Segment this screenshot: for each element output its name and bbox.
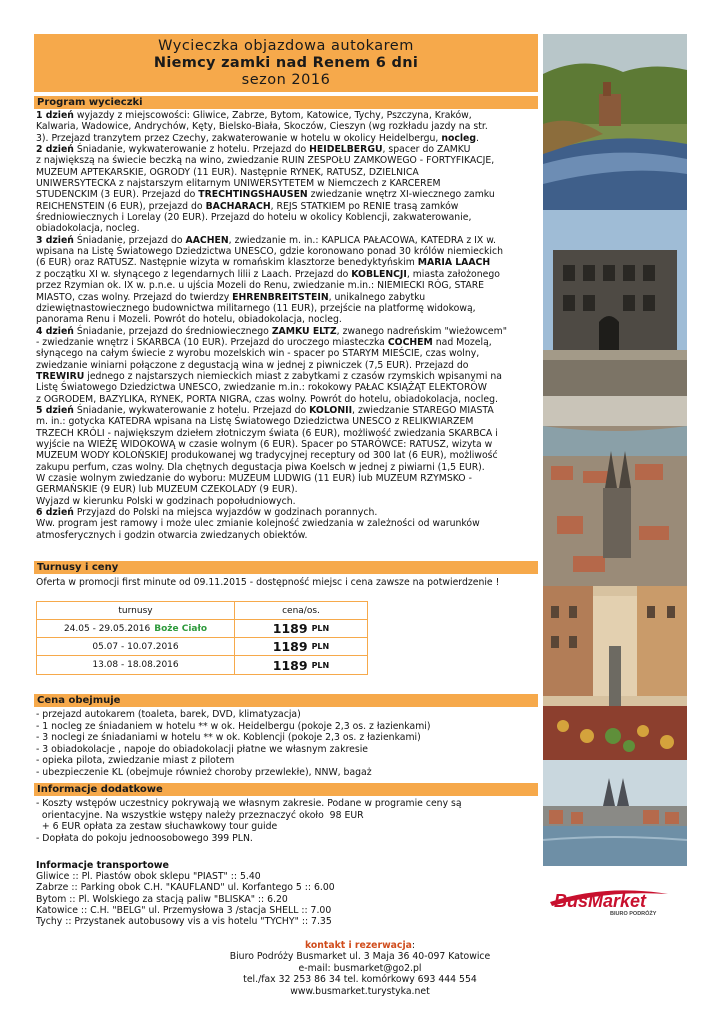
list-item: - ubezpieczenie KL (obejmuje również choroby przewlekłe), NNW, bagaż xyxy=(36,766,372,778)
cena-list xyxy=(36,709,536,779)
list-item: - przejazd autokarem (toaleta, barek, DVD, klimatyzacja) xyxy=(36,709,301,720)
transport-info xyxy=(36,860,396,927)
price-table xyxy=(36,601,368,675)
program-day-4 xyxy=(36,326,538,405)
photo-market-fountain xyxy=(543,586,687,760)
program-text xyxy=(36,110,538,541)
list-item: orientacyjne. Na wszystkie wstępy należy przeznaczyć około 98 EUR xyxy=(36,809,364,821)
program-day-3 xyxy=(36,235,538,326)
busmarket-logo xyxy=(546,882,672,918)
list-item: Zabrze :: Parking obok C.H. "KAUFLAND" ul. Korfantego 5 :: 6.00 xyxy=(36,882,335,894)
offer-note: Oferta w promocji first minute od 09.11.2015 - dostępność miejsc i cena zawsze na potwierdzenie ! xyxy=(36,577,500,588)
title-line-3: sezon 2016 xyxy=(241,71,331,88)
day-description: Przyjazd do Polski na miejsca wyjazdów w godzinach porannych. Ww. program jest ramowy i może ulec zmianie kolejność zwiedzania w zależności od warunków atmosferycznych i godzin otwarcia zwiedzanych obiektów. xyxy=(36,507,480,541)
list-item: - Koszty wstępów uczestnicy pokrywają we własnym zakresie. Podane w programie ceny są xyxy=(36,798,462,809)
price-value: 1189 xyxy=(272,639,308,654)
list-item: Bytom :: Pl. Wolskiego za stacją paliw "BLISKA" :: 6.20 xyxy=(36,893,288,905)
day-label: 5 dzień xyxy=(36,404,74,416)
day-label: 2 dzień xyxy=(36,144,74,156)
section-info-title: Informacje dodatkowe xyxy=(34,783,538,796)
section-turnusy-title: Turnusy i ceny xyxy=(34,561,538,574)
table-row xyxy=(37,638,367,656)
program-day-2 xyxy=(36,144,538,235)
day-description: wyjazdy z miejscowości: Gliwice, Zabrze, Bytom, Katowice, Tychy, Pszczyna, Kraków, Kalwaria, Wadowice, Andrychów, Kęty, Bielsko-Biała, Skoczów, Cieszyn (wg rozkładu jazdy na str. 3). Przejazd tranzytem przez Czechy, zakwaterowanie w hotelu w okolicy Heidelbergu, nocleg. xyxy=(36,110,488,144)
price-currency: PLN xyxy=(311,642,330,651)
day-description: Śniadanie, wykwaterowanie z hotelu. Przejazd do HEIDELBERGU, spacer do ZAMKU z największą na świecie beczką na wino, zwiedzanie RUIN ZESPOŁU ZAMKOWEGO - FORTYFIKACJE, MUZEUM APTEKARSKIE, OGRODY (11 EUR). Następnie RYNEK, RATUSZ, DZIELNICA UNIWERSYTECKA z najstarszym elitarnym UNIWERSYTETEM w Niemczech z KARCEREM STUDENCKIM (3 EUR). Przejazd do TRECHTINGSHAUSEN zwiedzanie wnętrz XI-wiecznego zamku REICHENSTEIN (6 EUR), przejazd do BACHARACH, REJS STATKIEM po RENIE trasą zamków średniowiecznych i Lorelay (20 EUR). Przejazd do hotelu w okolicy Koblencji, zakwaterowanie, obiadokolacja, nocleg. xyxy=(36,144,495,235)
list-item: Katowice :: C.H. "BELG" ul. Przemysłowa 3 /stacja SHELL :: 7.00 xyxy=(36,904,332,916)
list-item: - 3 obiadokolacje , napoje do obiadokolacji płatne we własnym zakresie xyxy=(36,743,369,755)
col-cena-header: cena/os. xyxy=(282,605,320,616)
logo-tagline: BIURO PODRÓŻY xyxy=(610,911,657,917)
contact-colon: : xyxy=(411,940,416,951)
col-turnusy-header: turnusy xyxy=(37,602,235,619)
day-description: Śniadanie, wykwaterowanie z hotelu. Przejazd do KOLONII, zwiedzanie STAREGO MIASTA m. in.: gotycka KATEDRA wpisana na Listę Światowego Dziedzictwa UNESCO z RELIKWIARZEM TRZECH KRÓLI - największym dziełem złotniczym świata (6 EUR), możliwość zwiedzania SKARBCA i wyjście na WIEŻĘ WIDOKOWĄ w czasie wolnym (6 EUR). Spacer po STARÓWCE: RATUSZ, wizyta w MUZEUM WODY KOLOŃSKIEJ produkowanej wg tradycyjnej receptury od 300 lat (6 EUR), możliwość zakupu perfum, czas wolny. Dla chętnych degustacja piwa Koelsch w jednej z piwiarni (1,5 EUR). W czasie wolnym zwiedzanie do wyboru: MUZEUM LUDWIG (11 EUR) lub MUZEUM RZYMSKO - GERMAŃSKIE (9 EUR) lub MUZEUM CZEKOLADY (9 EUR). Wyjazd w kierunku Polski w godzinach popołudniowych. xyxy=(36,404,498,507)
price-currency: PLN xyxy=(311,624,330,633)
photo-rhine-castle xyxy=(543,34,687,210)
table-row xyxy=(37,620,367,638)
turnus-dates: 24.05 - 29.05.2016 xyxy=(63,623,151,634)
photo-cologne-river xyxy=(543,760,687,866)
program-day-1 xyxy=(36,110,538,144)
list-item: + 6 EUR opłata za zestaw słuchawkowy tour guide xyxy=(36,821,278,833)
day-description: Śniadanie, przejazd do średniowiecznego ZAMKU ELTZ, zwanego nadreńskim "wieżowcem" - zwiedzanie wnętrz i SKARBCA (10 EUR). Przejazd do uroczego miasteczka COCHEM nad Mozelą, słynącego na całym świecie z wyrobu mozelskich win - spacer po STARYM MIEŚCIE, czas wolny, zwiedzanie winiarni połączone z degustacją wina w jednej z piwniczek (7,5 EUR). Przejazd do TREWIRU jednego z najstarszych niemieckich miast z zabytkami z czasów rzymskich wpisanymi na Listę Światowego Dziedzictwa UNESCO, zwiedzanie m.in.: rokokowy PAŁAC KSIĄŻĄT ELEKTORÓW z OGRODEM, BAZYLIKA, RYNEK, PORTA NIGRA, czas wolny. Powrót do hotelu, obiadokolacja, nocleg. xyxy=(36,325,507,405)
price-value: 1189 xyxy=(272,621,308,636)
list-item: Gliwice :: Pl. Piastów obok sklepu "PIAST" :: 5.40 xyxy=(36,871,261,883)
transport-title: Informacje transportowe xyxy=(36,860,169,871)
contact-phone: tel./fax 32 253 86 34 tel. komórkowy 693 444 554 xyxy=(243,974,477,986)
title-line-1: Wycieczka objazdowa autokarem xyxy=(158,37,414,54)
price-currency: PLN xyxy=(311,660,330,670)
photo-cologne-aerial xyxy=(543,396,687,586)
list-item: - opieka pilota, zwiedzanie miast z pilotem xyxy=(36,755,235,767)
holiday-note: Boże Ciało xyxy=(154,623,208,634)
contact-block xyxy=(200,940,520,997)
day-description: Śniadanie, przejazd do AACHEN, zwiedzanie m. in.: KAPLICA PAŁACOWA, KATEDRA z IX w. wpisana na Listę Światowego Dziedzictwa UNESCO, gdzie koronowano ponad 30 królów niemieckich (6 EUR) oraz RATUSZ. Następnie wizyta w romańskim klasztorze benedyktyńskim MARIA LAACH z początku XI w. słynącego z legendarnych lilii z Laach. Przejazd do KOBLENCJI, miasta założonego przez Rzymian ok. IX w. p.n.e. u ujścia Mozeli do Renu, zwiedzanie m.in.: NIEMIECKI RÓG, STARE MIASTO, czas wolny. Przejazd do twierdzy EHRENBREITSTEIN, unikalnego zabytku dziewiętnastowiecznego budownictwa militarnego (11 EUR), przejście na platformę widokową, panorama Renu i Mozeli. Powrót do hotelu, obiadokolacja, nocleg. xyxy=(36,234,503,326)
contact-title: kontakt i rezerwacja xyxy=(304,940,412,951)
day-label: 1 dzień xyxy=(36,110,74,121)
price-value: 1189 xyxy=(272,657,308,673)
program-day-6 xyxy=(36,507,538,541)
contact-address: Biuro Podróży Busmarket ul. 3 Maja 36 40-097 Katowice xyxy=(229,951,491,963)
program-day-5 xyxy=(36,405,538,507)
title-banner xyxy=(34,34,538,92)
list-item: Tychy :: Przystanek autobusowy vis a vis hotelu "TYCHY" :: 7.35 xyxy=(36,916,332,928)
turnus-dates: 13.08 - 18.08.2016 xyxy=(92,660,179,670)
info-list xyxy=(36,798,536,844)
title-line-2: Niemcy zamki nad Renem 6 dni xyxy=(153,54,419,71)
table-row xyxy=(37,656,367,674)
photo-porta-nigra xyxy=(543,210,687,396)
logo-brand: BusMarket xyxy=(554,891,647,911)
section-cena-title: Cena obejmuje xyxy=(34,694,538,707)
day-label: 3 dzień xyxy=(36,234,74,246)
day-label: 4 dzień xyxy=(36,325,74,337)
list-item: - Dopłata do pokoju jednoosobowego 399 PLN. xyxy=(36,832,253,844)
list-item: - 1 nocleg ze śniadaniem w hotelu ** w ok. Heidelbergu (pokoje 2,3 os. z łazienkami) xyxy=(36,720,431,732)
turnus-dates: 05.07 - 10.07.2016 xyxy=(92,641,179,652)
contact-website: www.busmarket.turystyka.net xyxy=(290,985,430,997)
list-item: - 3 noclegi ze śniadaniami w hotelu ** w ok. Koblencji (pokoje 2,3 os. z łazienkami) xyxy=(36,732,421,744)
day-label: 6 dzień xyxy=(36,507,74,519)
section-program-title: Program wycieczki xyxy=(34,96,538,109)
contact-email: e-mail: busmarket@go2.pl xyxy=(298,962,422,974)
price-table-header xyxy=(37,602,367,620)
